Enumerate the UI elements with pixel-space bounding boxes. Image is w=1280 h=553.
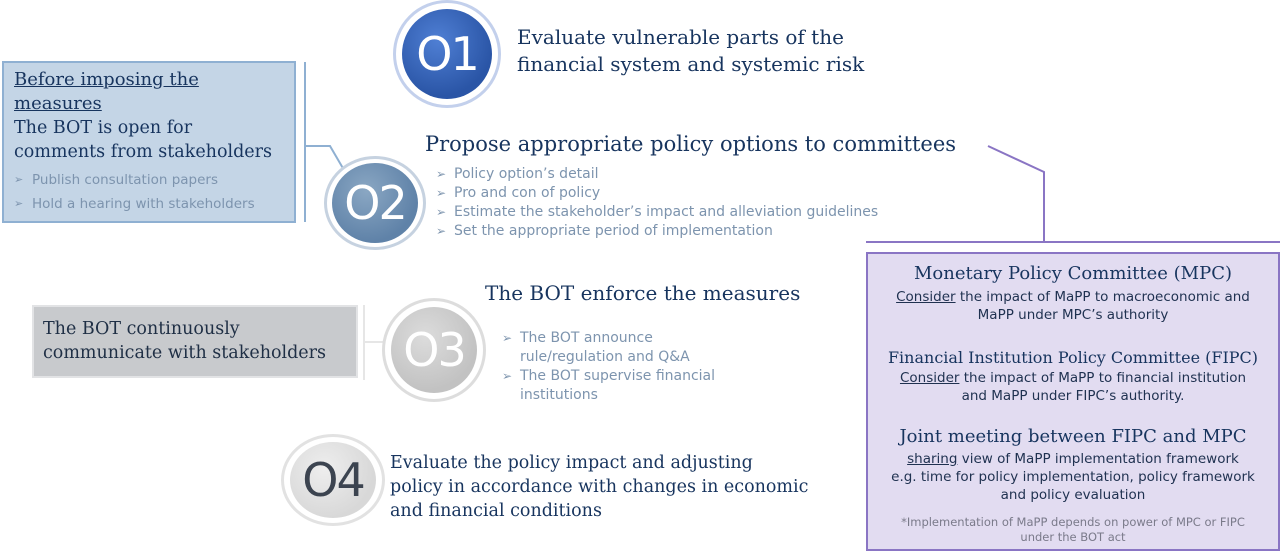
- step2-bullet: ➢ Set the appropriate period of implementation: [436, 222, 878, 241]
- before-box-connector: [305, 146, 344, 170]
- before-imposing-box: [2, 61, 296, 223]
- step1-title: Evaluate vulnerable parts of the financial system and systemic risk: [517, 25, 865, 76]
- before-box-bullet: ➢ Publish consultation papers: [14, 168, 284, 192]
- step3-bullet-list: [502, 329, 732, 405]
- fipc-description: [868, 369, 1278, 405]
- step2-circle: [332, 163, 418, 243]
- joint-verb: sharing: [907, 451, 958, 467]
- before-box-bullet-list: [14, 168, 284, 216]
- communicate-box: [32, 305, 358, 378]
- step3-circle: [391, 307, 477, 393]
- step2-bullet: ➢ Policy option’s detail: [436, 165, 878, 184]
- joint-line1: [868, 450, 1278, 468]
- step2-bullet: ➢ Estimate the stakeholder’s impact and alleviation guidelines: [436, 203, 878, 222]
- step3-number: O3: [403, 323, 465, 377]
- before-box-heading: Before imposing the measures: [14, 69, 199, 114]
- joint-meeting-title: Joint meeting between FIPC and MPC: [899, 426, 1247, 447]
- joint-meeting-description: [868, 450, 1278, 504]
- mpc-line1-rest: the impact of MaPP to macroeconomic and: [955, 289, 1250, 305]
- mpc-title: Monetary Policy Committee (MPC): [913, 263, 1233, 284]
- step2-bullet-list: [436, 165, 878, 241]
- joint-line2: e.g. time for policy implementation, policy framework: [891, 469, 1255, 485]
- step2-number: O2: [344, 176, 406, 230]
- committee-connector: [988, 146, 1044, 242]
- fipc-verb: Consider: [899, 370, 960, 386]
- fipc-line1: [868, 369, 1278, 387]
- step4-number: O4: [302, 453, 364, 507]
- joint-line3: and policy evaluation: [1000, 487, 1146, 503]
- step2-title: Propose appropriate policy options to committees: [425, 132, 957, 156]
- step3-bullet: ➢ The BOT supervise financial institutions: [502, 367, 732, 405]
- step4-circle: [290, 442, 376, 518]
- note-line2: under the BOT act: [1020, 530, 1126, 544]
- before-box-bullet: ➢ Hold a hearing with stakeholders: [14, 192, 284, 216]
- mpc-verb: Consider: [896, 289, 956, 305]
- communicate-box-text: The BOT continuously communicate with stakeholders: [43, 319, 327, 363]
- step3-title: The BOT enforce the measures: [485, 281, 801, 305]
- implementation-note: [868, 515, 1278, 545]
- step2-bullet: ➢ Pro and con of policy: [436, 184, 878, 203]
- fipc-line2: and MaPP under FIPC’s authority.: [961, 388, 1185, 404]
- mpc-line1: [868, 288, 1278, 306]
- mpc-line2: MaPP under MPC’s authority: [977, 307, 1169, 323]
- step1-number: O1: [416, 27, 478, 81]
- joint-line1-rest: view of MaPP implementation framework: [957, 451, 1239, 467]
- step4-title: Evaluate the policy impact and adjusting policy in accordance with changes in economic and financial conditions: [390, 453, 809, 521]
- note-line1: *Implementation of MaPP depends on power of MPC or FIPC: [901, 515, 1245, 529]
- before-box-text: The BOT is open for comments from stakeholders: [14, 118, 272, 162]
- mpc-description: [868, 288, 1278, 324]
- fipc-line1-rest: the impact of MaPP to financial institution: [959, 370, 1247, 386]
- fipc-title: Financial Institution Policy Committee (FIPC): [887, 348, 1259, 367]
- step3-bullet: ➢ The BOT announce rule/regulation and Q&A: [502, 329, 732, 367]
- committee-panel: [866, 252, 1280, 551]
- step1-circle: [402, 9, 492, 99]
